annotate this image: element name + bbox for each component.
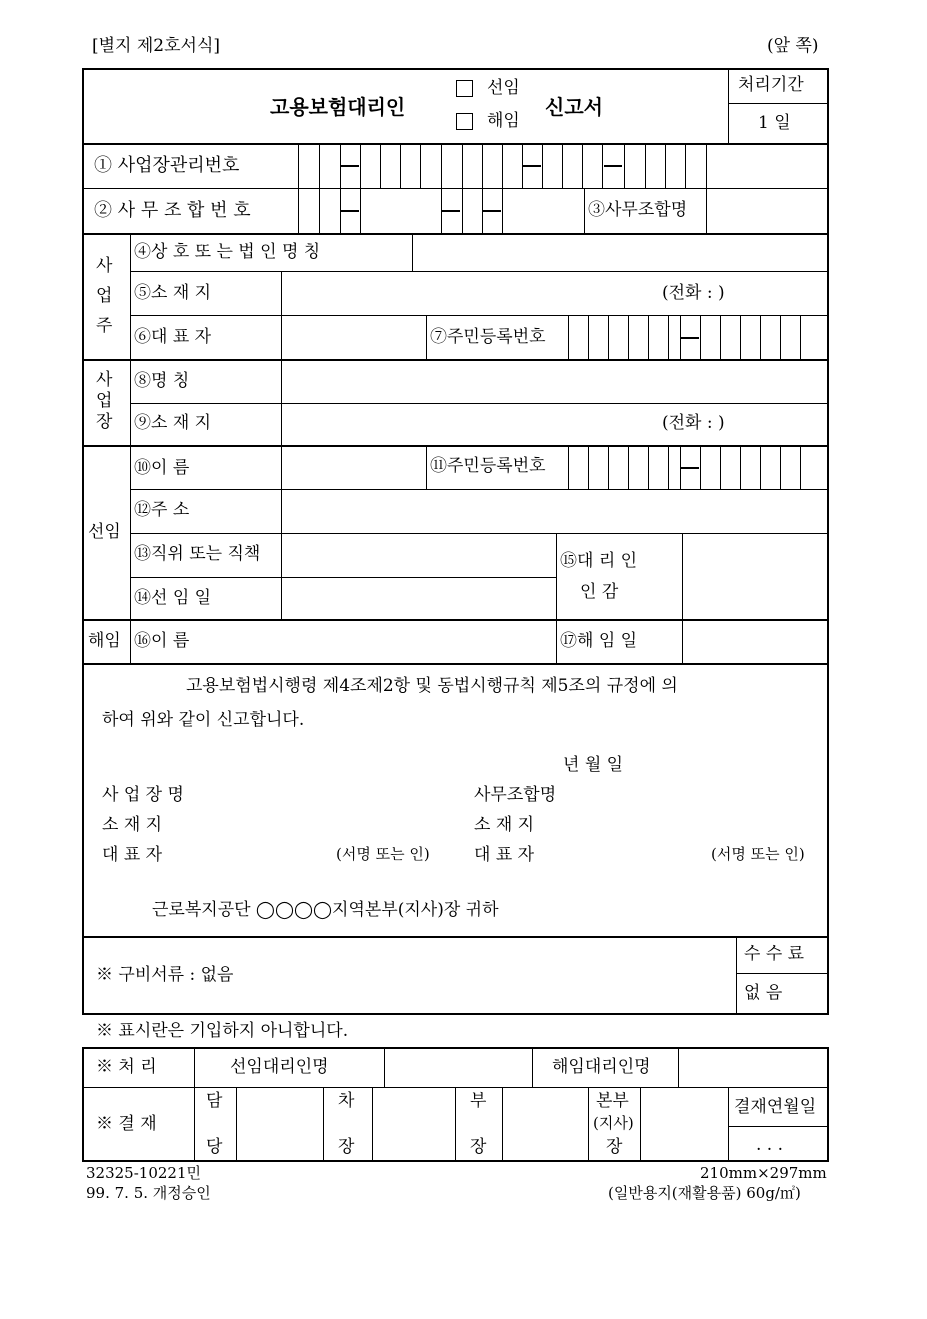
appointee-address-label: ⑫주 소: [134, 500, 190, 520]
page-side: (앞 쪽): [767, 36, 819, 56]
approval-label: ※ 결 재: [96, 1114, 157, 1134]
declaration-text-2: 하여 위와 같이 신고합니다.: [102, 710, 305, 730]
employer-name-label: ④상 호 또 는 법 인 명 칭: [134, 242, 321, 262]
fee-label: 수 수 료: [744, 944, 805, 964]
labor-assoc-name-label: ③사무조합명: [588, 200, 688, 220]
dismissed-name-label: ⑯이 름: [134, 631, 190, 651]
revision-approval: 99. 7. 5. 개정승인: [86, 1184, 211, 1202]
paper-size: 210mm×297mm: [700, 1164, 827, 1182]
dismissal-date-label: ⑰해 임 일: [560, 631, 638, 651]
agent-seal-label-1: ⑮대 리 인: [560, 551, 638, 571]
approval-deputy-1: 차: [338, 1091, 355, 1111]
dismissed-agent-name-label: 해임대리인명: [552, 1057, 651, 1077]
assoc-name-sign-label: 사무조합명: [474, 785, 557, 805]
paper-spec: (일반용지(재활용품) 60g/㎡): [608, 1184, 801, 1202]
dismiss-option-label: 해임: [487, 111, 520, 131]
approval-branch-1: 본부: [596, 1091, 629, 1111]
workplace-mgmt-no-label: ① 사업장관리번호: [94, 155, 240, 176]
approval-date-label: 결재연월일: [734, 1097, 817, 1117]
employer-rrn-label: ⑦주민등록번호: [430, 327, 546, 347]
addressee: 근로복지공단 ◯◯◯◯지역본부(지사)장 귀하: [152, 900, 499, 920]
appoint-option-label: 선임: [487, 78, 520, 98]
appoint-checkbox[interactable]: [456, 80, 473, 97]
workplace-address-sign-label: 소 재 지: [102, 815, 163, 835]
fee-value: 없 음: [744, 983, 783, 1003]
appointee-name-label: ⑩이 름: [134, 458, 190, 478]
workplace-signature-note: (서명 또는 인): [336, 845, 430, 863]
approval-branch-3: 장: [606, 1137, 623, 1157]
processing-period-value: 1 일: [758, 113, 791, 133]
approval-staff-2: 당: [206, 1137, 223, 1157]
assoc-rep-sign-label: 대 표 자: [474, 845, 535, 865]
employer-rep-label: ⑥대 표 자: [134, 327, 212, 347]
approval-branch-2: (지사): [593, 1114, 634, 1132]
office-use-note: ※ 표시란은 기입하지 아니합니다.: [96, 1021, 349, 1041]
dismiss-checkbox[interactable]: [456, 113, 473, 130]
appointed-agent-name-label: 선임대리인명: [230, 1057, 329, 1077]
approval-dept-2: 장: [470, 1137, 487, 1157]
assoc-signature-note: (서명 또는 인): [711, 845, 805, 863]
appoint-group-label: 선임: [88, 522, 121, 542]
approval-date-value: . . .: [756, 1135, 784, 1155]
agent-seal-label-2: 인 감: [580, 582, 619, 602]
workplace-address-label: ⑨소 재 지: [134, 413, 212, 433]
appointee-position-label: ⑬직위 또는 직책: [134, 544, 261, 564]
processing-period-label: 처리기간: [738, 75, 804, 95]
assoc-address-sign-label: 소 재 지: [474, 815, 535, 835]
declaration-text-1: 고용보험법시행령 제4조제2항 및 동법시행규칙 제5조의 규정에 의: [186, 676, 678, 696]
dismiss-group-label: 해임: [88, 631, 121, 651]
process-label: ※ 처 리: [96, 1057, 157, 1077]
approval-deputy-2: 장: [338, 1137, 355, 1157]
form-number: 32325-10221민: [86, 1164, 201, 1182]
appointee-rrn-label: ⑪주민등록번호: [430, 456, 546, 476]
form-code: [별지 제2호서식]: [92, 36, 221, 56]
employer-address-label: ⑤소 재 지: [134, 283, 212, 303]
approval-staff-1: 담: [206, 1091, 223, 1111]
appointment-date-label: ⑭선 임 일: [134, 588, 212, 608]
form-page: [별지 제2호서식] (앞 쪽) 고용보험대리인 선임 해임 신고서 처리기간 1 일 ① 사업장관리번호 ② 사 무 조 합 번 호 ③사무조합명 사 업 주 ④상 호 또 는 법 인 명 칭 ⑤소 재 지 (전화 : ) ⑥대 표 자 ⑦주민등록번호 사 업 장 ⑧명 칭 ⑨소 재 지 (전화 : ) 선임 ⑩이 름 ⑪주민등록번호 ⑫주 소 ⑬직위 또는 직책 ⑮대 리 인 인 감 ⑭선 임 일 해임 ⑯이 름 ⑰해 임 일 고용보험법시행령 제4조제2항 및 동법시행규칙 제5조의 규정에 의 하여 위와 같이 신고합니다. 년 월 일 사 업 장 명 소 재 지 대 표 자 (서명 또는 인) 사무조합명 소 재 지 대 표 자 (서명 또는 인) 근로복지공단 ◯◯◯◯지역본부(지사)장 귀하 ※ 구비서류 : 없음 수 수 료 없 음 ※ 표시란은 기입하지 아니합니다. ※ 처 리 선임대리인명 해임대리인명 ※ 결 재 담 당 차 장 부 장 본부 (지사) 장 결재연월일 . . . 32325-10221민 99. 7. 5. 개정승인 210mm×297mm (일반용지(재활용품) 60g/㎡): [0, 0, 927, 1319]
required-documents: ※ 구비서류 : 없음: [96, 965, 234, 985]
workplace-name-sign-label: 사 업 장 명: [102, 785, 184, 805]
workplace-rep-sign-label: 대 표 자: [102, 845, 163, 865]
workplace-phone: (전화 : ): [662, 413, 725, 433]
form-title: 고용보험대리인: [270, 95, 406, 119]
labor-assoc-no-label: ② 사 무 조 합 번 호: [94, 200, 251, 221]
declaration-date: 년 월 일: [563, 755, 624, 775]
approval-dept-1: 부: [470, 1091, 487, 1111]
workplace-name-label: ⑧명 칭: [134, 371, 190, 391]
form-title-suffix: 신고서: [545, 95, 603, 119]
employer-phone: (전화 : ): [662, 283, 725, 303]
